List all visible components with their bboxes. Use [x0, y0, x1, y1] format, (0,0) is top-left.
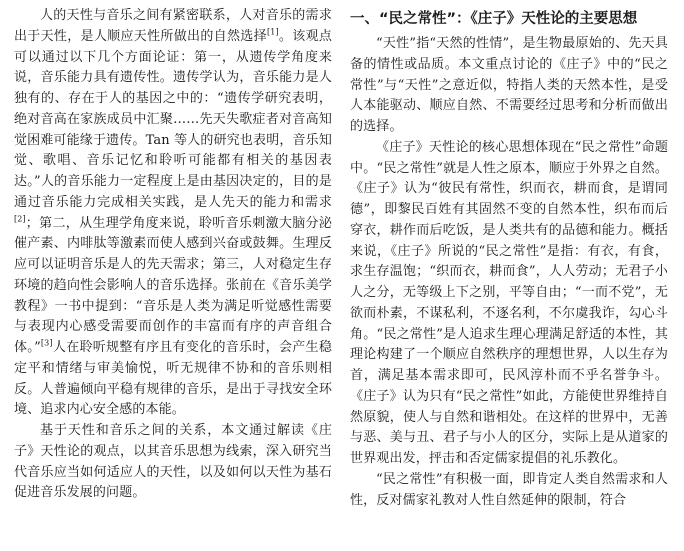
paragraph-text: ；第二，从生理学角度来说，聆听音乐刺激大脑分泌催产素、内啡肽等激素而使人感到兴奋或鼓舞。生理反应可以证明音乐是人的先天需求；第三，人对稳定生存环境的趋向性会影响人的音乐选择。张前在《音乐美学教程》一书中提到：“音乐是人类为满足听觉感性需要与表现内心感受需要而创作的丰富而有序的声音组合体。” — [14, 215, 332, 355]
body-paragraph: “民之常性”有积极一面，即肯定人类自然需求和人性，反对儒家礼教对人性自然延伸的限制，符合 — [350, 471, 668, 508]
paragraph-text: 人的天性与音乐之间有紧密联系，人对音乐的需求出于天性，是人顺应天性所做出的自然选择 — [14, 8, 332, 44]
citation-ref: [3] — [40, 338, 53, 348]
left-column — [14, 6, 332, 504]
section-heading: 一、“民之常性”：《庄子》天性论的主要思想 — [350, 11, 638, 27]
citation-ref: [2] — [14, 214, 26, 224]
citation-ref: [1] — [266, 27, 279, 37]
body-paragraph: “天性”指“天然的性情”，是生物最原始的、先天具备的情性或品质。本文重点讨论的《庄子》中的“民之常性”与“天性”之意近似，特指人类的天然本性，是受人本能驱动、顺应自然、不需要经过思考和分析而做出的选择。 — [350, 36, 668, 134]
paragraph-text: 人在聆听规整有序且有变化的音乐时，会产生稳定平和情绪与审美愉悦，听无规律不协和的音乐则相反。人普遍倾向平稳有规律的音乐，是出于寻找安全环境、追求内心安全感的本能。 — [14, 340, 332, 418]
body-paragraph — [14, 6, 332, 421]
body-paragraph: 基于天性和音乐之间的关系，本文通过解读《庄子》天性论的观点，以其音乐思想为线索，深入研究当代音乐应当如何适应人的天性，以及如何以天性为基石促进音乐发展的问题。 — [14, 423, 332, 501]
right-column — [350, 6, 668, 511]
paragraph-text: 。该观点可以通过以下几个方面论证：第一，从遗传学角度来说，音乐能力具有遗传性。遗传学认为，音乐能力是人独有的、存在于人的基因之中的：“遗传学研究表明，绝对音高在家族成员中汇聚……先天失歌症者对音高知觉困难可能缘于遗传。Tan 等人的研究也表明，音乐知觉、歌唱、音乐记忆和聆听可能都有相关的基因表达。”人的音乐能力一定程度上是由基因决定的，目的是通过音乐能力完成相关实践，是人先天的能力和需求 — [14, 28, 332, 210]
body-paragraph: 《庄子》天性论的核心思想体现在“民之常性”命题中。“民之常性”就是人性之原本，顺应于外界之自然。《庄子》认为“彼民有常性，织而衣，耕而食，是谓同德”，即黎民百姓有其固然不变的自然本性，织布而后穿衣，耕作而后吃饭，是人类共有的品德和能力。概括来说，《庄子》所说的“民之常性”是指：有衣，有食，求生存温饱；“织而衣，耕而食”，人人劳动；无君子小人之分，无等级上下之别，平等自由；“一而不党”，无欲而朴素，不谋私利，不逐名利，不尔虞我诈，勾心斗角。“民之常性”是人追求生理心理满足舒适的本性，其理论构建了一个顺应自然秩序的理想世界，人以生存为首，满足基本需求即可，民风淳朴而不乎名誉争斗。《庄子》认为只有“民之常性”如此，方能使世界维持自然原貌，使人与自然和谐相处。在这样的世界中，无善与恶、美与丑、君子与小人的区分，实际上是从道家的世界观出发，抨击和否定儒家提倡的礼乐教化。 — [350, 139, 668, 466]
